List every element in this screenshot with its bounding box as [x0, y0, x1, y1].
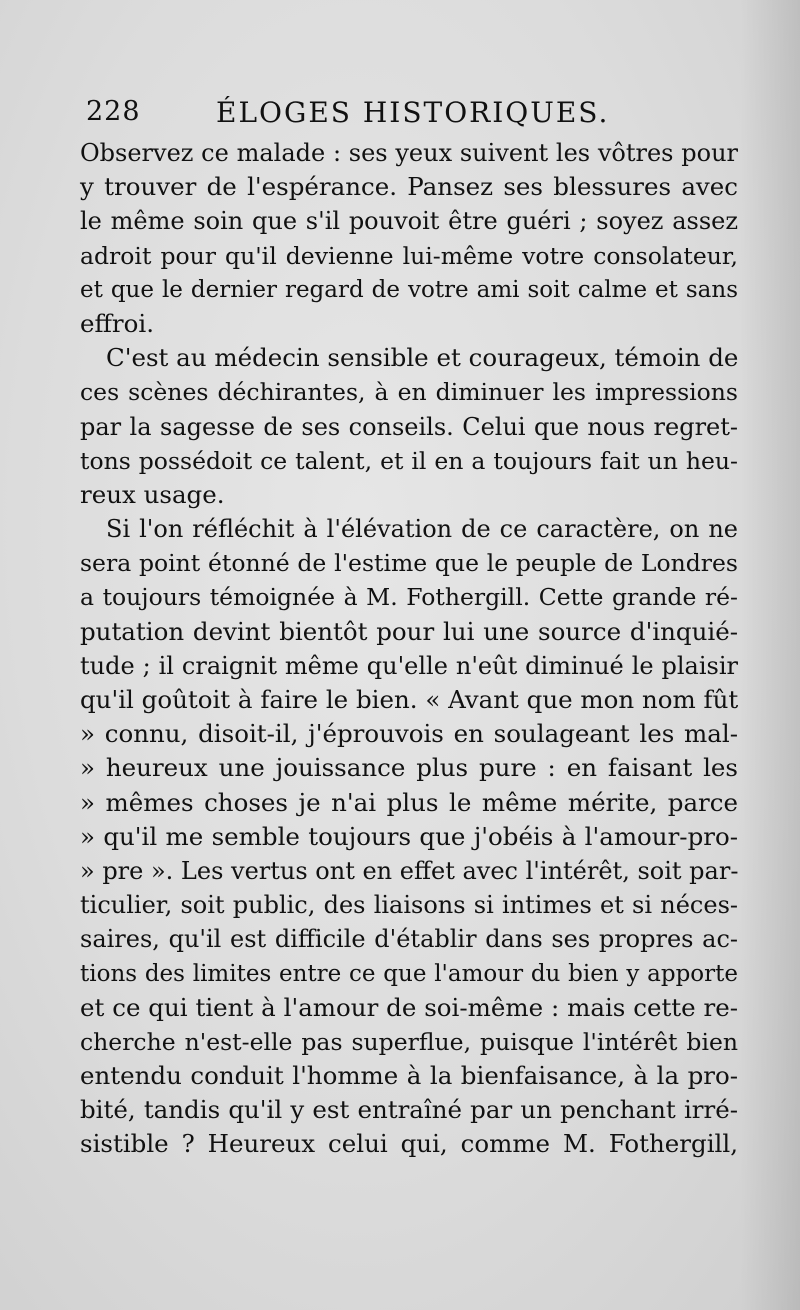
text-line: y trouver de l'espérance. Pansez ses blessures avec [80, 172, 738, 202]
text-line: » pre ». Les vertus ont en effet avec l'intérêt, soit par- [80, 856, 739, 885]
text-line: le même soin que s'il pouvoit être guéri ; soyez assez [80, 207, 738, 236]
text-line: tons possédoit ce talent, et il en a toujours fait un heu- [80, 446, 738, 475]
page-number: 228 [86, 96, 141, 127]
text-line: saires, qu'il est difficile d'établir dans ses propres ac- [80, 925, 738, 954]
text-line: a toujours témoignée à M. Fothergill. Cette grande ré- [80, 583, 738, 612]
page-header [86, 96, 726, 136]
text-line: et ce qui tient à l'amour de soi-même : mais cette re- [80, 992, 738, 1022]
text-line: sistible ? Heureux celui qui, comme M. Fothergill, [80, 1129, 738, 1159]
text-line: tions des limites entre ce que l'amour du bien y apporte [80, 960, 738, 987]
running-title: ÉLOGES HISTORIQUES. [216, 96, 610, 129]
text-line: entendu conduit l'homme à la bienfaisance, à la pro- [80, 1061, 738, 1091]
text-line: sera point étonné de l'estime que le peuple de Londres [80, 549, 738, 578]
text-line: » heureux une jouissance plus pure : en faisant les [80, 753, 738, 783]
text-line: » qu'il me semble toujours que j'obéis à l'amour-pro- [80, 821, 738, 851]
text-line: bité, tandis qu'il y est entraîné par un penchant irré- [80, 1095, 738, 1125]
text-line: ces scènes déchirantes, à en diminuer les impressions [80, 378, 738, 407]
text-line: tude ; il craignit même qu'elle n'eût diminué le plaisir [80, 651, 738, 680]
text-line: qu'il goûtoit à faire le bien. « Avant que mon nom fût [80, 685, 739, 714]
text-line: » connu, disoit-il, j'éprouvois en soulageant les mal- [80, 719, 738, 749]
text-line: cherche n'est-elle pas superflue, puisque l'intérêt bien [80, 1027, 738, 1056]
text-line: effroi. [80, 308, 154, 338]
body-text [80, 136, 738, 1162]
text-line: Observez ce malade : ses yeux suivent les vôtres pour [80, 139, 738, 167]
text-line: C'est au médecin sensible et courageux, témoin de [106, 343, 739, 373]
text-line: ticulier, soit public, des liaisons si intimes et si néces- [80, 891, 738, 920]
text-line: » mêmes choses je n'ai plus le même mérite, parce [80, 787, 738, 817]
text-line: reux usage. [80, 479, 225, 509]
text-line: par la sagesse de ses conseils. Celui que nous regret- [80, 412, 738, 441]
text-line: et que le dernier regard de votre ami soit calme et sans [80, 276, 738, 303]
text-line: putation devint bientôt pour lui une source d'inquié- [80, 616, 738, 646]
text-line: adroit pour qu'il devienne lui-même votre consolateur, [80, 241, 738, 270]
text-line: Si l'on réfléchit à l'élévation de ce caractère, on ne [106, 515, 738, 544]
